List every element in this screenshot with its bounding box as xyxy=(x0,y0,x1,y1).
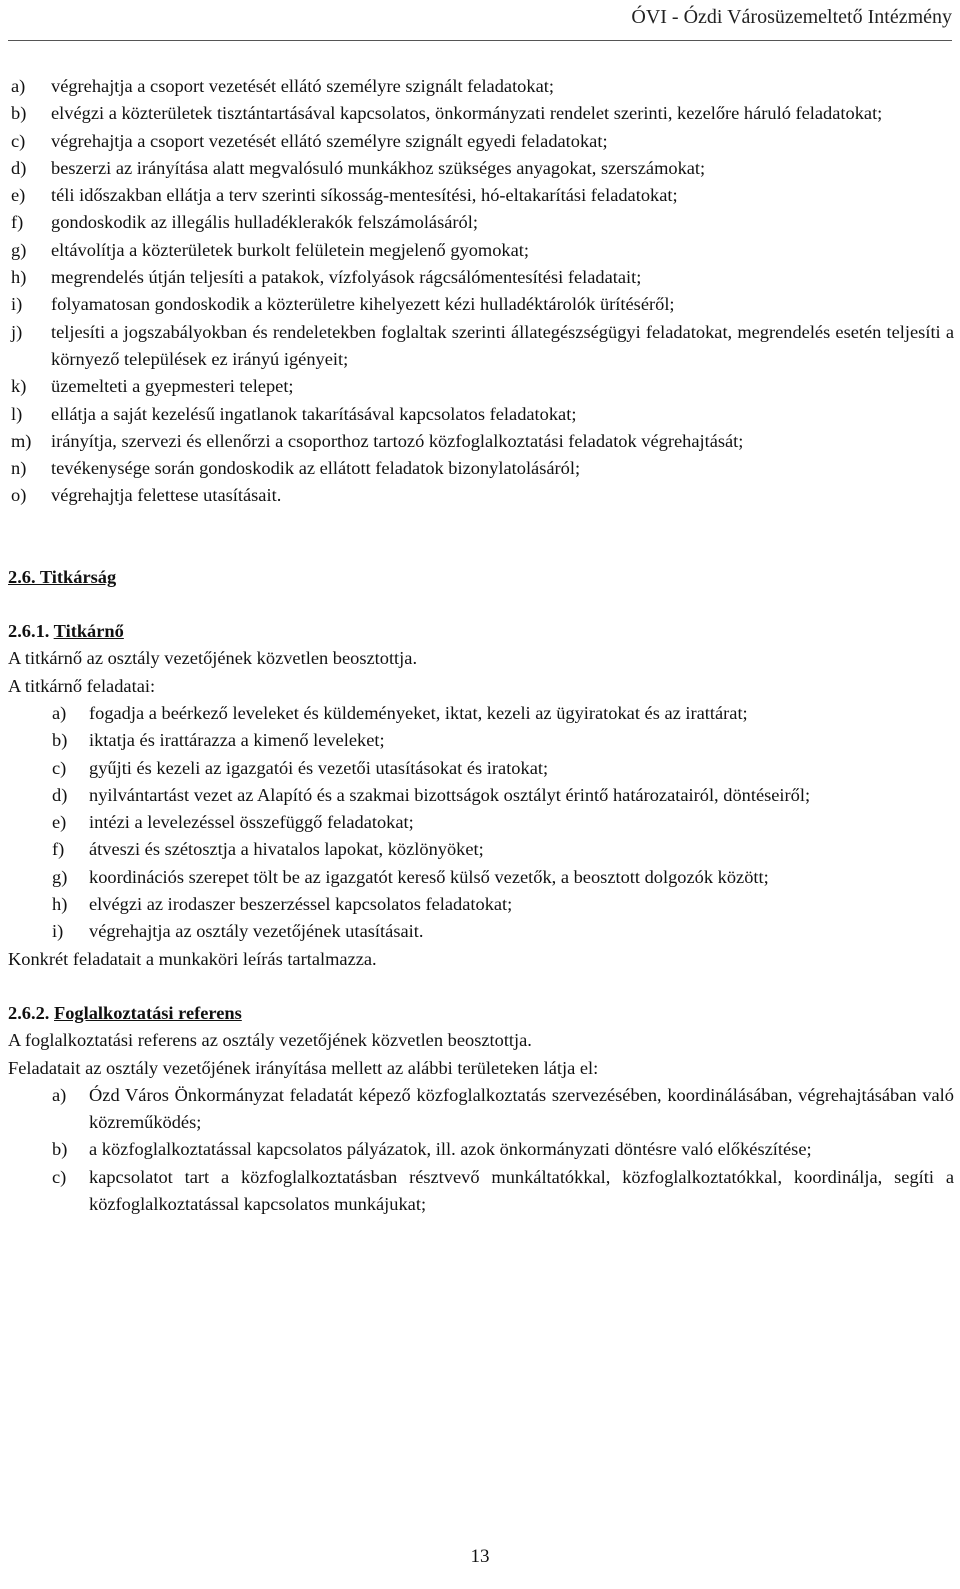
list-item xyxy=(8,319,954,374)
paragraph: Konkrét feladatait a munkaköri leírás tartalmazza. xyxy=(8,948,377,969)
paragraph: Feladatait az osztály vezetőjének irányítása mellett az alábbi területeken látja el: xyxy=(8,1057,599,1078)
list-item-label: l) xyxy=(11,403,23,424)
page-number: 13 xyxy=(470,1546,490,1567)
section-title: Foglalkoztatási referens xyxy=(54,1002,242,1023)
list-item-text: gondoskodik az illegális hulladéklerakók felszámolásáról; xyxy=(51,212,478,233)
list-item xyxy=(8,727,954,754)
list-item-label: g) xyxy=(11,239,27,260)
list-item xyxy=(8,782,954,809)
list-item-text: átveszi és szétosztja a hivatalos lapokat, közlönyöket; xyxy=(89,839,484,860)
list-item-label: h) xyxy=(52,894,68,915)
list-item xyxy=(8,864,954,891)
list-item-label: k) xyxy=(11,376,27,397)
list-item-text: beszerzi az irányítása alatt megvalósuló munkákhoz szükséges anyagokat, szerszámokat; xyxy=(51,157,706,178)
list-item-label: e) xyxy=(11,185,26,206)
list-item-text: kapcsolatot tart a közfoglalkoztatásban résztvevő munkáltatókkal, közfoglalkoztatókkal, koordinálja, segíti a közfoglalkoztatással kapcsolatos munkájukat; xyxy=(89,1166,954,1214)
list-item xyxy=(8,401,954,428)
list-item-text: fogadja a beérkező leveleket és küldeményeket, iktat, kezeli az ügyiratokat és az irattárat; xyxy=(89,702,748,723)
list-item xyxy=(8,700,954,727)
list-item-text: üzemelteti a gyepmesteri telepet; xyxy=(51,376,294,397)
list-item xyxy=(8,73,954,100)
list-item xyxy=(8,291,954,318)
list-item-label: m) xyxy=(11,430,32,451)
list-item xyxy=(8,918,954,945)
list-item xyxy=(8,373,954,400)
paragraph: A foglalkoztatási referens az osztály vezetőjének közvetlen beosztottja. xyxy=(8,1030,532,1051)
list-item xyxy=(8,100,954,127)
list-item-text: nyilvántartást vezet az Alapító és a szakmai bizottságok osztályt érintő határozatairól, döntéseiről; xyxy=(89,784,811,805)
section-heading-foglalkoztatasi-referens xyxy=(8,1000,954,1027)
task-list xyxy=(8,73,954,510)
list-item-label: c) xyxy=(52,757,67,778)
list-item xyxy=(8,1164,954,1219)
list-item-text: elvégzi az irodaszer beszerzéssel kapcsolatos feladatokat; xyxy=(89,894,513,915)
list-item-label: j) xyxy=(11,321,23,342)
list-item-text: teljesíti a jogszabályokban és rendeletekben foglaltak szerinti állategészségügyi feladatokat, megrendelés esetén teljesíti a környező települések ez irányú igényeit; xyxy=(51,321,954,369)
list-item-label: e) xyxy=(52,812,67,833)
list-item-text: tevékenysége során gondoskodik az ellátott feladatok bizonylatolásáról; xyxy=(51,458,581,479)
list-item-label: a) xyxy=(11,76,26,96)
list-item-text: végrehajtja felettese utasításait. xyxy=(51,485,282,506)
list-item xyxy=(8,482,954,509)
list-item xyxy=(8,455,954,482)
document-body xyxy=(8,73,954,1218)
list-item-label: c) xyxy=(52,1166,67,1187)
list-item xyxy=(8,209,954,236)
list-item xyxy=(8,182,954,209)
list-item xyxy=(8,1082,954,1137)
list-item-label: h) xyxy=(11,267,27,288)
list-item-label: g) xyxy=(52,866,68,887)
list-item xyxy=(8,428,954,455)
list-item-label: d) xyxy=(52,784,68,805)
list-item-text: ellátja a saját kezelésű ingatlanok takarításával kapcsolatos feladatokat; xyxy=(51,403,577,424)
list-item-label: f) xyxy=(52,839,65,860)
list-item-text: végrehajtja az osztály vezetőjének utasításait. xyxy=(89,921,424,942)
list-item-label: b) xyxy=(52,730,68,751)
section-title: Titkárnő xyxy=(53,621,124,642)
list-item-label: c) xyxy=(11,130,26,151)
list-item-label: i) xyxy=(52,921,64,942)
list-item xyxy=(8,891,954,918)
list-item xyxy=(8,128,954,155)
list-item-text: irányítja, szervezi és ellenőrzi a csoporthoz tartozó közfoglalkoztatási feladatok végrehajtását; xyxy=(51,430,744,451)
list-item-text: gyűjti és kezeli az igazgatói és vezetői utasításokat és iratokat; xyxy=(89,757,549,778)
list-item-label: b) xyxy=(11,103,27,124)
list-item-text: koordinációs szerepet tölt be az igazgatót kereső külső vezetők, a beosztott dolgozók között; xyxy=(89,866,769,887)
list-item-label: f) xyxy=(11,212,24,233)
list-item-text: végrehajtja a csoport vezetését ellátó személyre szignált egyedi feladatokat; xyxy=(51,130,608,151)
list-item-text: a közfoglalkoztatással kapcsolatos pályázatok, ill. azok önkormányzati döntésre való előkészítése; xyxy=(89,1139,812,1160)
list-item-text: végrehajtja a csoport vezetését ellátó személyre szignált feladatokat; xyxy=(51,76,554,96)
list-item-label: a) xyxy=(52,702,67,723)
section-number: 2.6.1. xyxy=(8,621,50,642)
list-item-text: elvégzi a közterületek tisztántartásával kapcsolatos, önkormányzati rendelet szerinti, kezelőre háruló feladatokat; xyxy=(51,103,883,124)
list-item-text: téli időszakban ellátja a terv szerinti síkosság-mentesítési, hó-eltakarítási feladatokat; xyxy=(51,185,678,206)
task-list xyxy=(8,700,954,946)
section-heading-titkarno xyxy=(8,618,954,645)
list-item-text: megrendelés útján teljesíti a patakok, vízfolyások rágcsálómentesítési feladatait; xyxy=(51,267,642,288)
list-item-text: Ózd Város Önkormányzat feladatát képező közfoglalkoztatás szervezésében, koordinálásában, végrehajtásában való közreműködés; xyxy=(89,1084,954,1133)
list-item-label: i) xyxy=(11,294,23,315)
list-item-text: eltávolítja a közterületek burkolt felületein megjelenő gyomokat; xyxy=(51,239,529,260)
list-item xyxy=(8,809,954,836)
page-header: ÓVI - Ózdi Városüzemeltető Intézmény xyxy=(631,6,952,28)
paragraph: A titkárnő feladatai: xyxy=(8,675,156,696)
list-item xyxy=(8,155,954,182)
list-item-label: b) xyxy=(52,1139,68,1160)
section-heading-titkarsag: 2.6. Titkárság xyxy=(8,566,117,587)
paragraph: A titkárnő az osztály vezetőjének közvetlen beosztottja. xyxy=(8,648,418,669)
list-item xyxy=(8,836,954,863)
list-item-label: d) xyxy=(11,157,27,178)
list-item xyxy=(8,1136,954,1163)
list-item-label: a) xyxy=(52,1084,67,1105)
list-item xyxy=(8,264,954,291)
list-item-text: iktatja és irattárazza a kimenő leveleket; xyxy=(89,730,385,751)
list-item xyxy=(8,755,954,782)
section-number: 2.6.2. xyxy=(8,1002,50,1023)
list-item-label: o) xyxy=(11,485,27,506)
list-item-label: n) xyxy=(11,458,27,479)
task-list xyxy=(8,1082,954,1218)
list-item xyxy=(8,237,954,264)
list-item-text: folyamatosan gondoskodik a közterületre kihelyezett kézi hulladéktárolók ürítéséről; xyxy=(51,294,675,315)
list-item-text: intézi a levelezéssel összefüggő feladatokat; xyxy=(89,812,414,833)
header-divider xyxy=(8,40,952,41)
